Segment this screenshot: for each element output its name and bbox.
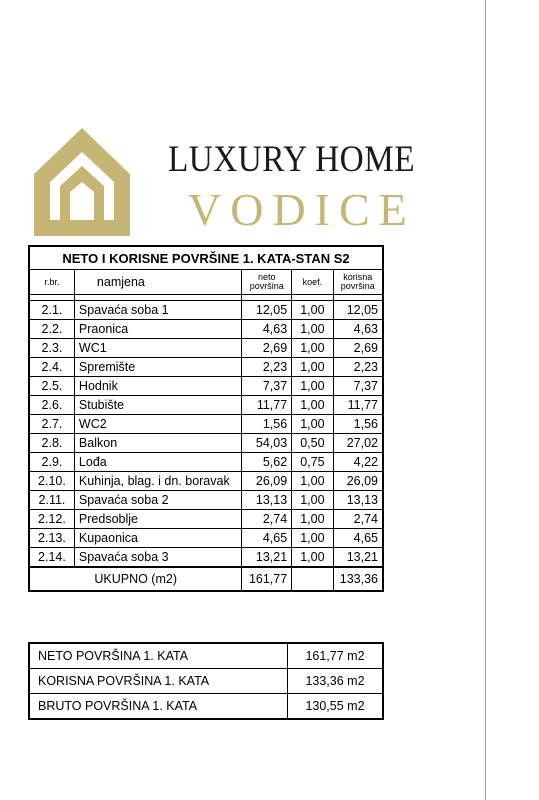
table-row: [29, 320, 383, 339]
row-neto: 13,21: [242, 548, 292, 568]
summary-label: NETO POVRŠINA 1. KATA: [29, 643, 288, 669]
table-row: [29, 491, 383, 510]
table-row: [29, 339, 383, 358]
row-room: Praonica: [74, 320, 241, 339]
row-koef: 1,00: [292, 472, 333, 491]
header-neto: neto površina: [242, 270, 292, 295]
row-neto: 2,69: [242, 339, 292, 358]
table-row: [29, 415, 383, 434]
summary-value: 161,77 m2: [288, 643, 384, 669]
page-edge-line: [485, 0, 486, 800]
area-table: [28, 245, 384, 592]
row-room: Predsoblje: [74, 510, 241, 529]
row-room: Kuhinja, blag. i dn. boravak: [74, 472, 241, 491]
row-number: 2.4.: [29, 358, 74, 377]
summary-row: [29, 669, 383, 694]
row-neto: 2,74: [242, 510, 292, 529]
row-korisna: 26,09: [333, 472, 383, 491]
row-room: Spavaća soba 2: [74, 491, 241, 510]
row-neto: 5,62: [242, 453, 292, 472]
row-number: 2.12.: [29, 510, 74, 529]
row-korisna: 4,63: [333, 320, 383, 339]
row-neto: 4,65: [242, 529, 292, 548]
total-label: UKUPNO (m2): [29, 567, 242, 591]
table-row: [29, 453, 383, 472]
row-neto: 11,77: [242, 396, 292, 415]
row-room: WC1: [74, 339, 241, 358]
house-logo-icon: [32, 126, 132, 238]
table-row: [29, 377, 383, 396]
row-neto: 13,13: [242, 491, 292, 510]
header-koef: koef.: [292, 270, 333, 295]
row-number: 2.10.: [29, 472, 74, 491]
row-korisna: 2,69: [333, 339, 383, 358]
table-row: [29, 472, 383, 491]
row-korisna: 4,22: [333, 453, 383, 472]
summary-row: [29, 694, 383, 720]
row-korisna: 27,02: [333, 434, 383, 453]
row-room: Kupaonica: [74, 529, 241, 548]
row-neto: 54,03: [242, 434, 292, 453]
row-koef: 1,00: [292, 415, 333, 434]
row-neto: 1,56: [242, 415, 292, 434]
table-row: [29, 301, 383, 320]
table-header-row: [29, 270, 383, 295]
row-korisna: 11,77: [333, 396, 383, 415]
row-korisna: 7,37: [333, 377, 383, 396]
row-koef: 1,00: [292, 358, 333, 377]
table-row: [29, 358, 383, 377]
header-rbr: r.br.: [29, 270, 74, 295]
row-room: Balkon: [74, 434, 241, 453]
table-row: [29, 548, 383, 568]
row-neto: 26,09: [242, 472, 292, 491]
row-number: 2.9.: [29, 453, 74, 472]
row-number: 2.11.: [29, 491, 74, 510]
summary-label: BRUTO POVRŠINA 1. KATA: [29, 694, 288, 720]
row-korisna: 13,21: [333, 548, 383, 568]
row-number: 2.2.: [29, 320, 74, 339]
row-neto: 4,63: [242, 320, 292, 339]
summary-table: [28, 642, 384, 720]
row-koef: 1,00: [292, 320, 333, 339]
row-koef: 1,00: [292, 339, 333, 358]
table-row: [29, 434, 383, 453]
row-korisna: 4,65: [333, 529, 383, 548]
table-row: [29, 529, 383, 548]
header-korisna: korisna površina: [333, 270, 383, 295]
total-koef: [292, 567, 333, 591]
row-room: WC2: [74, 415, 241, 434]
row-koef: 1,00: [292, 377, 333, 396]
brand-location: VODICE: [188, 184, 416, 235]
total-korisna: 133,36: [333, 567, 383, 591]
table-row: [29, 396, 383, 415]
row-room: Spavaća soba 3: [74, 548, 241, 568]
header-namjena: namjena: [74, 270, 241, 295]
row-korisna: 13,13: [333, 491, 383, 510]
row-koef: 1,00: [292, 510, 333, 529]
row-korisna: 1,56: [333, 415, 383, 434]
row-koef: 1,00: [292, 548, 333, 568]
total-row: [29, 567, 383, 591]
row-koef: 0,50: [292, 434, 333, 453]
table-title: NETO I KORISNE POVRŠINE 1. KATA-STAN S2: [29, 246, 383, 270]
row-room: Stubište: [74, 396, 241, 415]
row-koef: 0,75: [292, 453, 333, 472]
row-number: 2.3.: [29, 339, 74, 358]
summary-row: [29, 643, 383, 669]
table-row: [29, 510, 383, 529]
row-koef: 1,00: [292, 491, 333, 510]
summary-value: 133,36 m2: [288, 669, 384, 694]
total-neto: 161,77: [242, 567, 292, 591]
row-koef: 1,00: [292, 529, 333, 548]
row-number: 2.13.: [29, 529, 74, 548]
row-room: Hodnik: [74, 377, 241, 396]
row-number: 2.7.: [29, 415, 74, 434]
row-number: 2.14.: [29, 548, 74, 568]
row-number: 2.8.: [29, 434, 74, 453]
row-room: Spremište: [74, 358, 241, 377]
row-korisna: 12,05: [333, 301, 383, 320]
row-neto: 7,37: [242, 377, 292, 396]
summary-label: KORISNA POVRŠINA 1. KATA: [29, 669, 288, 694]
row-koef: 1,00: [292, 396, 333, 415]
brand-name: LUXURY HOME: [168, 139, 415, 180]
row-number: 2.5.: [29, 377, 74, 396]
row-neto: 2,23: [242, 358, 292, 377]
row-koef: 1,00: [292, 301, 333, 320]
row-number: 2.1.: [29, 301, 74, 320]
row-korisna: 2,23: [333, 358, 383, 377]
row-number: 2.6.: [29, 396, 74, 415]
summary-value: 130,55 m2: [288, 694, 384, 720]
row-room: Spavaća soba 1: [74, 301, 241, 320]
row-room: Lođa: [74, 453, 241, 472]
row-korisna: 2,74: [333, 510, 383, 529]
row-neto: 12,05: [242, 301, 292, 320]
